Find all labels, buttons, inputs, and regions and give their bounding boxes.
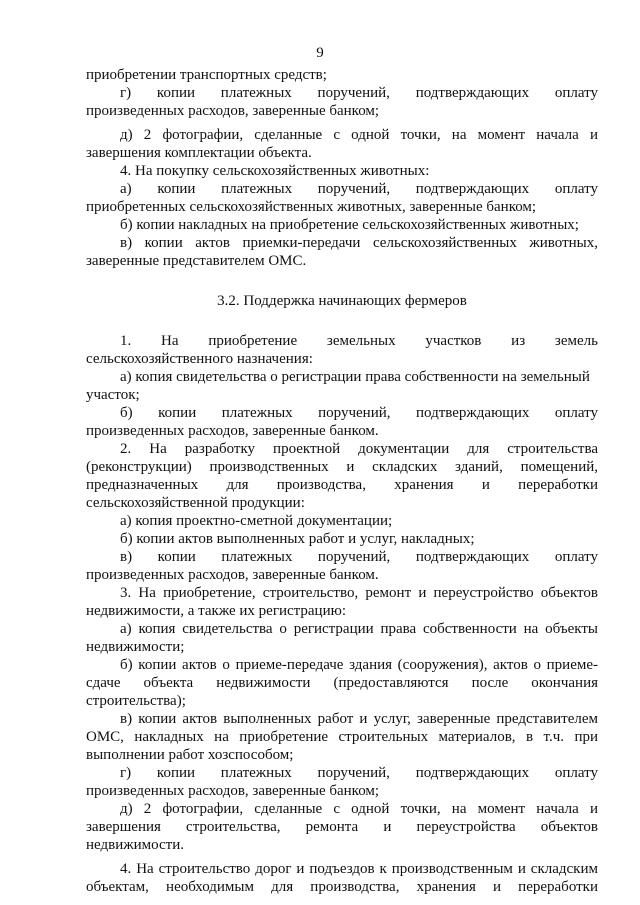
text-line: произведенных расходов, заверенные банком; [86, 103, 380, 119]
text-line: д) 2 фотографии, сделанные с одной точки, на момент начала и [120, 127, 598, 143]
text-line: сдаче объекта недвижимости (предоставляются после окончания [86, 675, 598, 691]
text-line: в) копии актов выполненных работ и услуг, заверенные представителем [120, 711, 598, 727]
text-line: а) копии платежных поручений, подтверждающих оплату [120, 181, 598, 197]
text-line: произведенных расходов, заверенные банком. [86, 567, 379, 583]
text-line: строительства); [86, 693, 186, 709]
page-number: 9 [316, 45, 324, 61]
text-line: ОМС, накладных на приобретение строительных материалов, в т.ч. при [86, 729, 598, 745]
text-line: а) копия свидетельства о регистрации права собственности на земельный [120, 369, 590, 385]
text-line: в) копии актов приемки-передачи сельскохозяйственных животных, [120, 235, 598, 251]
text-line: недвижимости, а также их регистрацию: [86, 603, 346, 619]
text-line: приобретении транспортных средств; [86, 67, 327, 83]
text-line: завершения комплектации объекта. [86, 145, 312, 161]
text-line: б) копии накладных на приобретение сельскохозяйственных животных; [120, 217, 579, 233]
text-line: заверенные представителем ОМС. [86, 253, 307, 269]
text-line: б) копии актов выполненных работ и услуг, накладных; [120, 531, 475, 547]
text-line: 1. На приобретение земельных участков из земель [120, 333, 598, 349]
text-line: недвижимости. [86, 837, 184, 853]
section-heading: 3.2. Поддержка начинающих фермеров [217, 293, 467, 309]
text-line: приобретенных сельскохозяйственных животных, заверенные банком; [86, 199, 537, 215]
text-line: а) копия свидетельства о регистрации права собственности на объекты [120, 621, 598, 637]
text-line: а) копия проектно-сметной документации; [120, 513, 393, 529]
text-line: б) копии платежных поручений, подтверждающих оплату [120, 405, 598, 421]
text-line: г) копии платежных поручений, подтверждающих оплату [120, 765, 598, 781]
text-line: д) 2 фотографии, сделанные с одной точки, на момент начала и [120, 801, 598, 817]
text-line: сельскохозяйственного назначения: [86, 351, 313, 367]
text-line: предназначенных для производства, хранения и переработки [86, 477, 598, 493]
text-line: г) копии платежных поручений, подтверждающих оплату [120, 85, 598, 101]
text-line: объектам, необходимым для производства, хранения и переработки [86, 879, 598, 895]
text-line: 2. На разработку проектной документации для строительства [120, 441, 598, 457]
text-line: 3. На приобретение, строительство, ремонт и переустройство объектов [120, 585, 598, 601]
text-line: 4. На строительство дорог и подъездов к производственным и складским [120, 861, 598, 877]
text-line: произведенных расходов, заверенные банком; [86, 783, 380, 799]
text-line: в) копии платежных поручений, подтверждающих оплату [120, 549, 598, 565]
text-line: (реконструкции) производственных и складских зданий, помещений, [86, 459, 598, 475]
text-line: завершения строительства, ремонта и переустройства объектов [86, 819, 598, 835]
document-body [86, 66, 598, 896]
text-line: участок; [86, 387, 140, 403]
text-line: недвижимости; [86, 639, 185, 655]
text-line: 4. На покупку сельскохозяйственных животных: [120, 163, 430, 179]
text-line: б) копии актов о приеме-передаче здания (сооружения), актов о приеме- [120, 657, 598, 673]
text-line: сельскохозяйственной продукции: [86, 495, 305, 511]
text-line: произведенных расходов, заверенные банком. [86, 423, 379, 439]
text-line: выполнении работ хозспособом; [86, 747, 294, 763]
